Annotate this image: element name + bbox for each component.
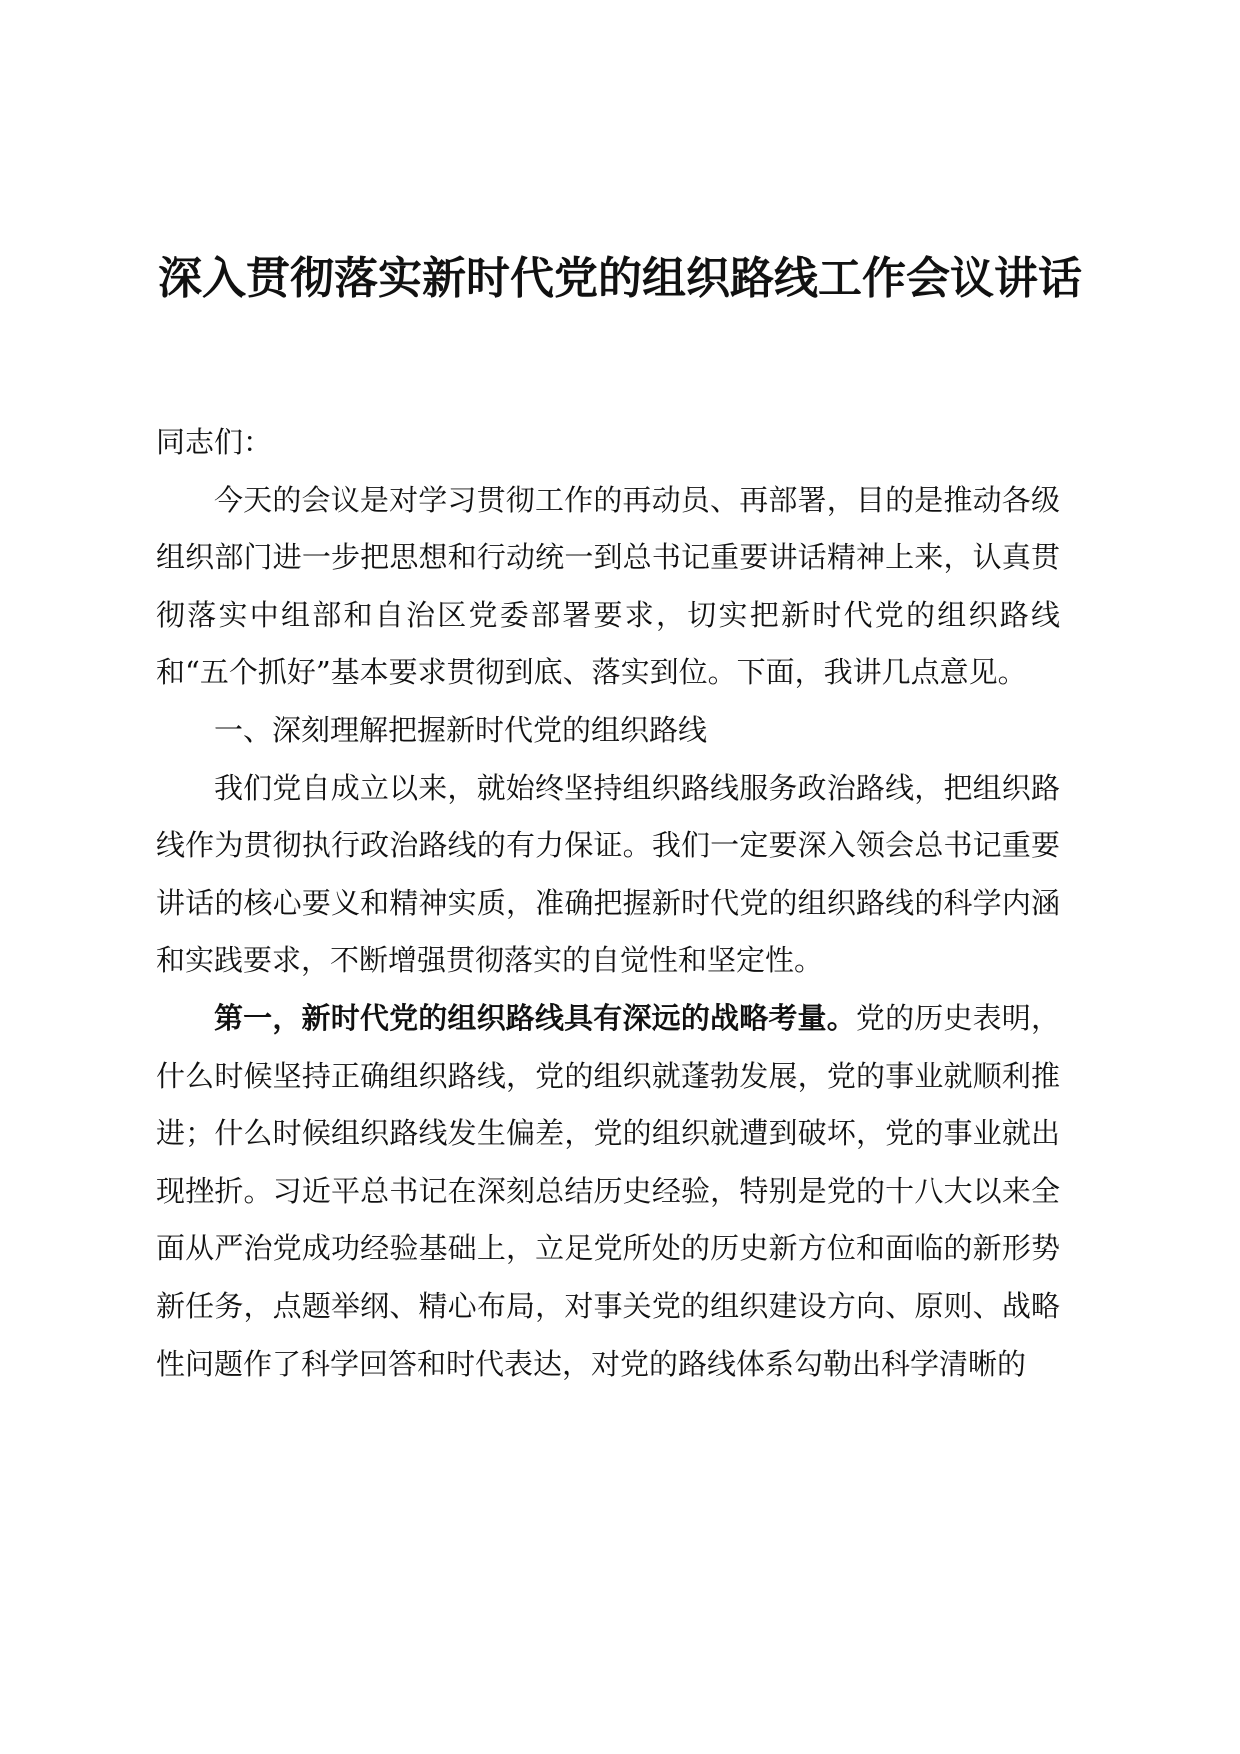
paragraph-point-1	[156, 990, 1060, 1393]
salutation: 同志们：	[156, 425, 273, 459]
paragraph-intro: 今天的会议是对学习贯彻工作的再动员、再部署，目的是推动各级组织部门进一步把思想和行动统一到总书记重要讲话精神上来，认真贯彻落实中组部和自治区党委部署要求，切实把新时代党的组织路线和“五个抓好”基本要求贯彻到底、落实到位。下面，我讲几点意见。	[156, 482, 1060, 690]
document-title: 深入贯彻落实新时代党的组织路线工作会议讲话	[158, 253, 1082, 304]
document-body	[156, 414, 1060, 1393]
point-1-lead: 第一，新时代党的组织路线具有深远的战略考量。	[214, 1000, 856, 1035]
paragraph-section-1: 我们党自成立以来，就始终坚持组织路线服务政治路线，把组织路线作为贯彻执行政治路线的有力保证。我们一定要深入领会总书记重要讲话的核心要义和精神实质，准确把握新时代党的组织路线的科学内涵和实践要求，不断增强贯彻落实的自觉性和坚定性。	[156, 770, 1060, 978]
point-1-text: 党的历史表明，什么时候坚持正确组织路线，党的组织就蓬勃发展，党的事业就顺利推进；什么时候组织路线发生偏差，党的组织就遭到破坏，党的事业就出现挫折。习近平总书记在深刻总结历史经验，特别是党的十八大以来全面从严治党成功经验基础上，立足党所处的历史新方位和面临的新形势新任务，点题举纲、精心布局，对事关党的组织建设方向、原则、战略性问题作了科学回答和时代表达，对党的路线体系勾勒出科学清晰的	[156, 1000, 1060, 1381]
section-heading-1: 一、深刻理解把握新时代党的组织路线	[214, 712, 708, 747]
